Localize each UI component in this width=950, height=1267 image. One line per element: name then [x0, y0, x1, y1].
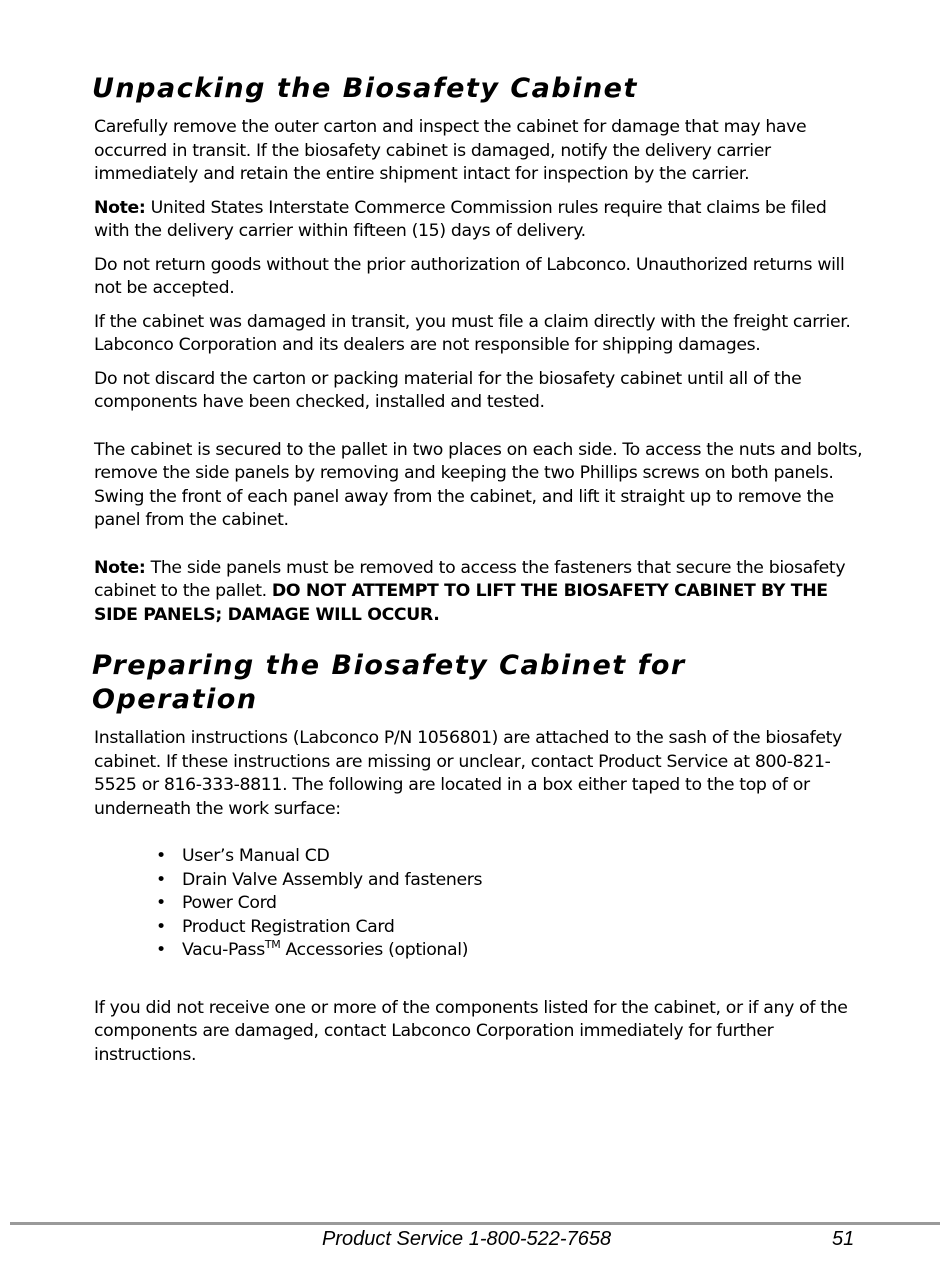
list-item: • Product Registration Card [156, 916, 864, 940]
paragraph-missing-components: If you did not receive one or more of the components listed for the cabinet, or if any of the components are damaged, contact Labconco Corporation immediately for further instructions. [94, 997, 848, 1065]
paragraph-inspect: Carefully remove the outer carton and inspect the cabinet for damage that may have occurred in transit. If the biosafety cabinet is damaged, notify the delivery carrier immediately and retain the entire shipment intact for inspection by the carrier. [94, 117, 807, 184]
footer-divider [10, 1222, 940, 1225]
note-claims [94, 197, 864, 244]
bullet-icon: • [156, 940, 166, 960]
warning-text: DO NOT ATTEMPT TO LIFT THE BIOSAFETY CABINET BY THE SIDE PANELS; DAMAGE WILL OCCUR. [94, 581, 828, 625]
note-text: The side panels must be removed to access the fasteners that secure the biosafety cabinet to the pallet. [94, 557, 846, 601]
section-title-unpacking: Unpacking the Biosafety Cabinet [92, 73, 638, 104]
paragraph-discard: Do not discard the carton or packing material for the biosafety cabinet until all of the components have been checked, installed and tested. [94, 368, 802, 412]
bullet-icon: • [156, 893, 166, 913]
list-item: • User’s Manual CD [156, 845, 864, 869]
paragraph-damage-claim: If the cabinet was damaged in transit, you must file a claim directly with the freight carrier. Labconco Corporation and its dealers are not responsible for shipping damages. [94, 311, 851, 355]
list-item: • Vacu-Pass™ Accessories (optional) [156, 939, 864, 963]
bullet-icon: • [156, 869, 166, 890]
paragraph-return-goods: Do not return goods without the prior authorization of Labconco. Unauthorized returns will not be accepted. [94, 254, 845, 298]
page-number: 51 [832, 1228, 855, 1250]
bullet-icon: • [156, 916, 166, 937]
note-text: United States Interstate Commerce Commission rules require that claims be filed with the delivery carrier within fifteen (15) days of delivery. [94, 197, 827, 241]
note-side-panels [94, 557, 864, 628]
note-label: Note: [94, 197, 146, 218]
paragraph-pallet: The cabinet is secured to the pallet in two places on each side. To access the nuts and bolts, remove the side panels by removing and keeping the two Phillips screws on both panels. Swing the front of each panel away from the cabinet, and lift it straight up to remove the panel from the cabinet. [94, 439, 863, 530]
section-title-preparing: Preparing the Biosafety Cabinet for Operation [92, 650, 686, 715]
page-content [94, 72, 864, 1077]
components-list [156, 845, 864, 963]
bullet-icon: • [156, 846, 166, 866]
footer-product-service: Product Service 1-800-522-7658 [322, 1228, 612, 1250]
trademark-superscript: TM [264, 938, 281, 952]
note-label: Note: [94, 557, 146, 578]
paragraph-installation: Installation instructions (Labconco P/N 1056801) are attached to the sash of the biosafety cabinet. If these instructions are missing or unclear, contact Product Service at 800-821-5525 or 816-333-8811. The following are located in a box either taped to the top of or underneath the work surface: [94, 728, 842, 819]
list-item: • Drain Valve Assembly and fasteners [156, 869, 864, 893]
list-item: • Power Cord [156, 892, 864, 916]
